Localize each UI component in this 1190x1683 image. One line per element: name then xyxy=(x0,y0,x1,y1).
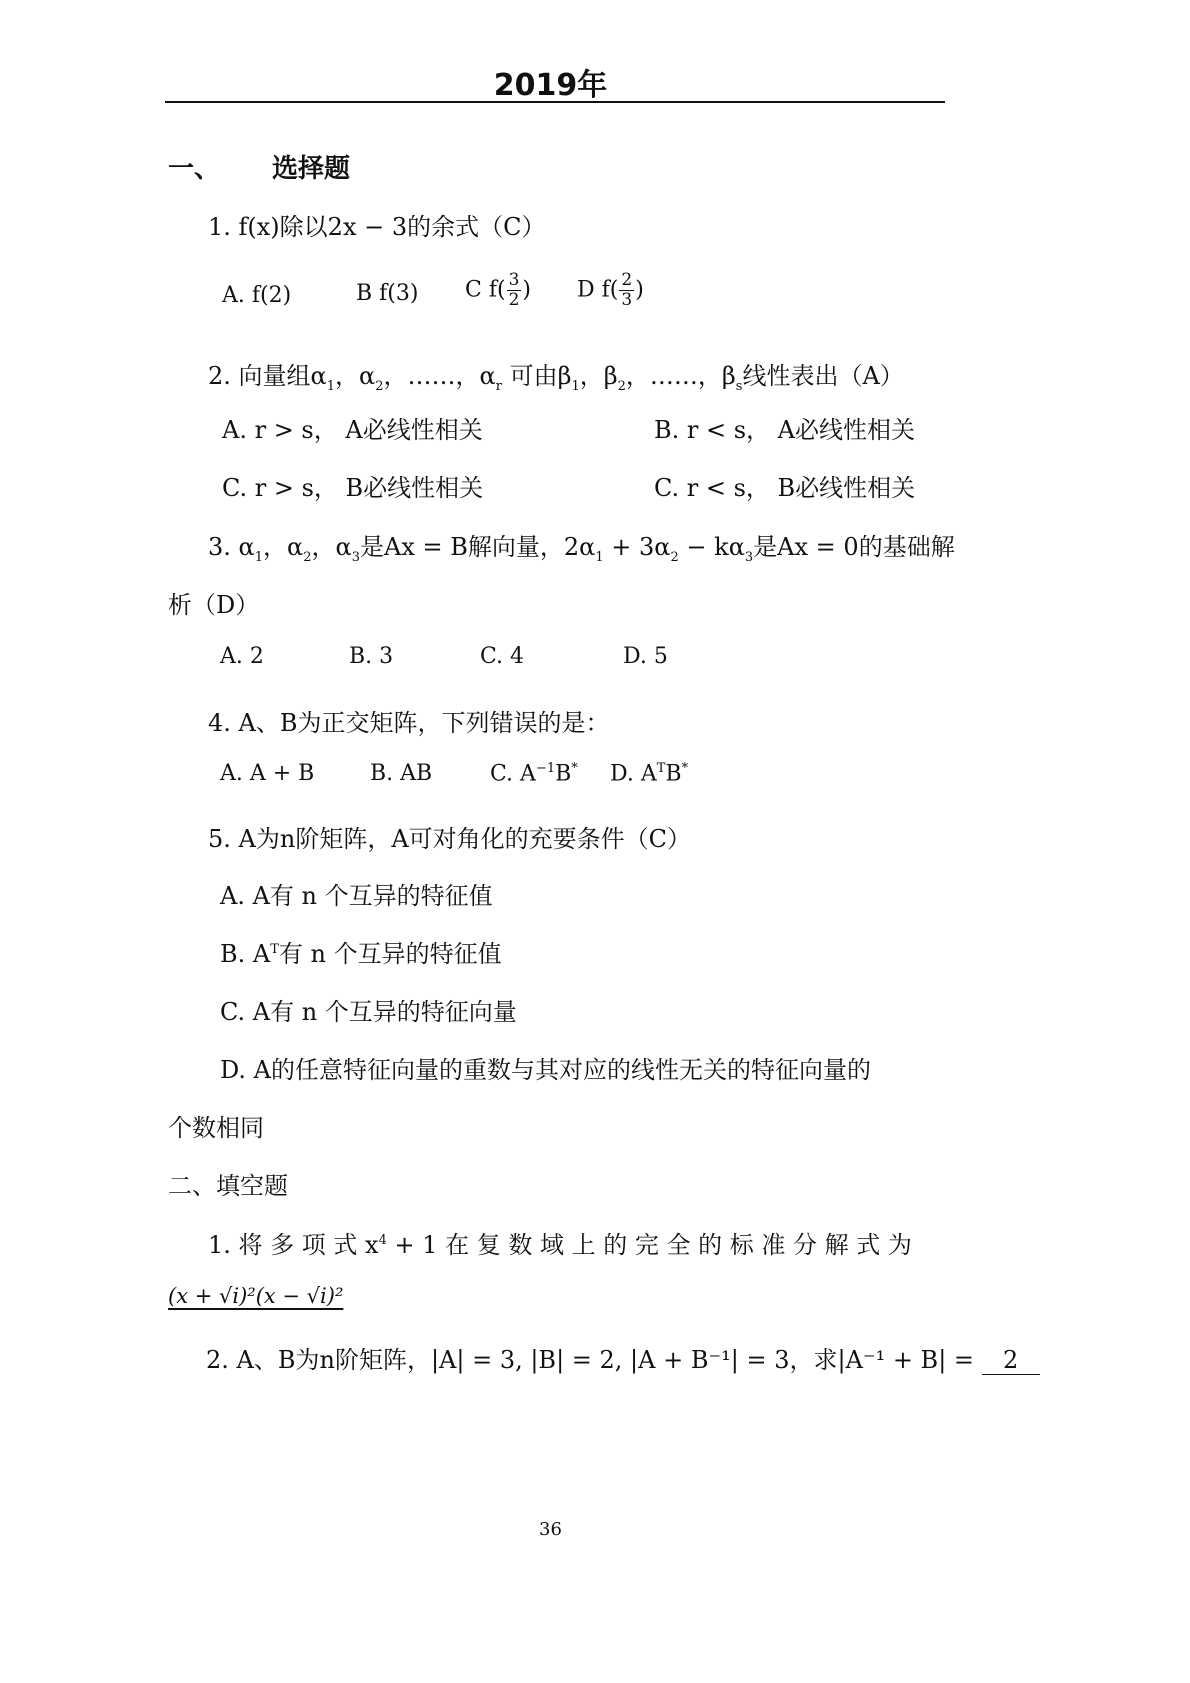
q1-option-c: C f( $\frac{3}{2}$ ) xyxy=(465,270,531,310)
q2-option-c: C. r > s， B必线性相关 xyxy=(222,474,484,502)
q1-option-b: B f(3) xyxy=(356,281,419,306)
q5-option-d: D. A的任意特征向量的重数与其对应的线性无关的特征向量的 xyxy=(220,1056,871,1084)
q5-option-d-cont: 个数相同 xyxy=(168,1114,264,1142)
q1-option-a: A. f(2) xyxy=(222,283,292,308)
q4-option-d: D. $A^TB^*$ xyxy=(610,761,689,787)
page-number: 36 xyxy=(539,1519,562,1540)
q2-option-b: B. r < s， A必线性相关 xyxy=(654,416,916,444)
q1-stem: 1. f(x)除以2x − 3的余式（C） xyxy=(208,213,546,241)
page-title: 2019年 xyxy=(493,68,608,103)
f1-answer: (x + √i)²(x − √i)² xyxy=(168,1284,344,1308)
f2-stem-text: 2. A、B为n阶矩阵，|A| = 3, |B| = 2, |A + B⁻¹| = 3，求|A⁻¹ + B| = xyxy=(206,1346,975,1374)
section-1-heading xyxy=(168,148,350,185)
q5-stem: 5. A为n阶矩阵，A可对角化的充要条件（C） xyxy=(208,825,692,853)
q4-option-b: B. AB xyxy=(370,761,433,786)
f2-stem xyxy=(206,1340,1040,1375)
section-1-number: 一、 xyxy=(168,154,221,184)
q1-d-fraction: $\frac{2}{3}$ xyxy=(621,270,633,310)
section-1-title: 选择题 xyxy=(272,154,351,184)
section-2-heading: 二、填空题 xyxy=(168,1172,288,1200)
q2-option-c2: C. r < s， B必线性相关 xyxy=(654,474,916,502)
f2-answer: 2 xyxy=(982,1346,1040,1375)
q5-option-c: C. A有 n 个互异的特征向量 xyxy=(220,998,517,1026)
q3-stem-cont: 析（D） xyxy=(168,591,260,619)
q4-option-c: C. $A^{-1}B^*$ xyxy=(490,761,578,787)
q3-option-a: A. 2 xyxy=(220,644,264,669)
q3-stem: 3. $\alpha_1$，$\alpha_2$，$\alpha_3$是Ax = B解向量，$2\alpha_1 + 3\alpha_2 - k\alpha_3$是Ax = 0的基础解 xyxy=(208,533,955,565)
q2-option-a: A. r > s， A必线性相关 xyxy=(222,416,483,444)
q3-option-b: B. 3 xyxy=(349,644,394,669)
q5-option-a: A. A有 n 个互异的特征值 xyxy=(220,882,493,910)
q4-stem: 4. A、B为正交矩阵，下列错误的是： xyxy=(208,709,610,737)
q3-option-c: C. 4 xyxy=(480,644,525,669)
q4-option-a: A. A + B xyxy=(220,761,315,786)
q2-stem: 2. 向量组$\alpha_1$，$\alpha_2$，……，$\alpha_r$ 可由$\beta_1$，$\beta_2$，……，$\beta_s$线性表出（A） xyxy=(208,362,904,394)
q3-option-d: D. 5 xyxy=(623,644,668,669)
q1-option-d: D f( $\frac{2}{3}$ ) xyxy=(577,270,644,310)
f1-stem: 1. 将 多 项 式 $x^4 + 1$ 在 复 数 域 上 的 完 全 的 标 准 分 解 式 为 xyxy=(208,1231,912,1259)
title-divider xyxy=(165,101,945,103)
q5-option-b: B. $A^T$有 n 个互异的特征值 xyxy=(220,940,502,968)
q1-c-fraction: $\frac{3}{2}$ xyxy=(508,270,520,310)
